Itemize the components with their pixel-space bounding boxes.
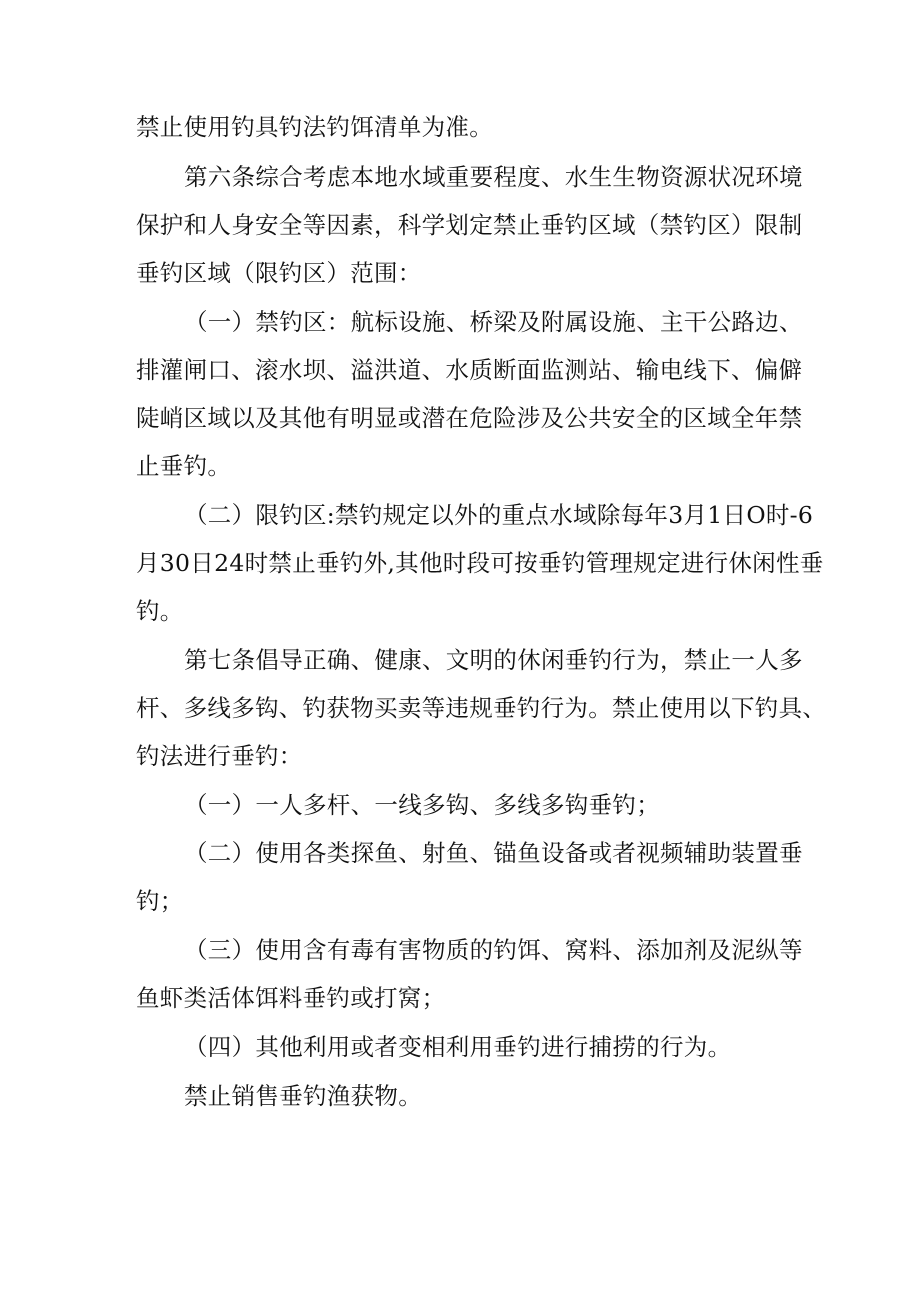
no-fishing-zone-line-4: 止垂钓。	[136, 452, 232, 480]
article-6-line-1: 第六条综合考虑本地水域重要程度、水生生物资源状况环境	[184, 163, 803, 191]
sales-ban-line-1: 禁止销售垂钓渔获物。	[184, 1082, 422, 1110]
limited-fishing-zone-line-1: （二）限钓区:禁钓规定以外的重点水域除每年3月1日O时-6	[184, 501, 814, 529]
limited-fishing-zone-line-2: 月30日24时禁止垂钓外,其他时段可按垂钓管理规定进行休闲性垂	[136, 549, 824, 577]
article-7-line-3: 钓法进行垂钓：	[136, 742, 303, 770]
rule-1-line-1: （一）一人多杆、一线多钩、多线多钩垂钓；	[184, 791, 660, 819]
rule-2-line-1: （二）使用各类探鱼、射鱼、锚鱼设备或者视频辅助装置垂	[184, 839, 803, 867]
rule-4-line-1: （四）其他利用或者变相利用垂钓进行捕捞的行为。	[184, 1033, 732, 1061]
paragraph-1-line-1: 禁止使用钓具钓法钓饵清单为准。	[136, 113, 493, 141]
rule-2-line-2: 钓；	[136, 887, 184, 915]
article-6-line-2: 保护和人身安全等因素，科学划定禁止垂钓区域（禁钓区）限制	[136, 211, 803, 239]
no-fishing-zone-line-3: 陡峭区域以及其他有明显或潜在危险涉及公共安全的区域全年禁	[136, 404, 803, 432]
no-fishing-zone-line-2: 排灌闸口、滚水坝、溢洪道、水质断面监测站、输电线下、偏僻	[136, 356, 803, 384]
article-6-line-3: 垂钓区域（限钓区）范围：	[136, 259, 422, 287]
rule-3-line-2: 鱼虾类活体饵料垂钓或打窝；	[136, 984, 446, 1012]
limited-fishing-zone-line-3: 钓。	[136, 597, 184, 625]
article-7-line-2: 杆、多线多钩、钓获物买卖等违规垂钓行为。禁止使用以下钓具、	[136, 694, 827, 722]
no-fishing-zone-line-1: （一）禁钓区：航标设施、桥梁及附属设施、主干公路边、	[184, 308, 803, 336]
article-7-line-1: 第七条倡导正确、健康、文明的休闲垂钓行为，禁止一人多	[184, 646, 803, 674]
rule-3-line-1: （三）使用含有毒有害物质的钓饵、窝料、添加剂及泥纵等	[184, 936, 803, 964]
